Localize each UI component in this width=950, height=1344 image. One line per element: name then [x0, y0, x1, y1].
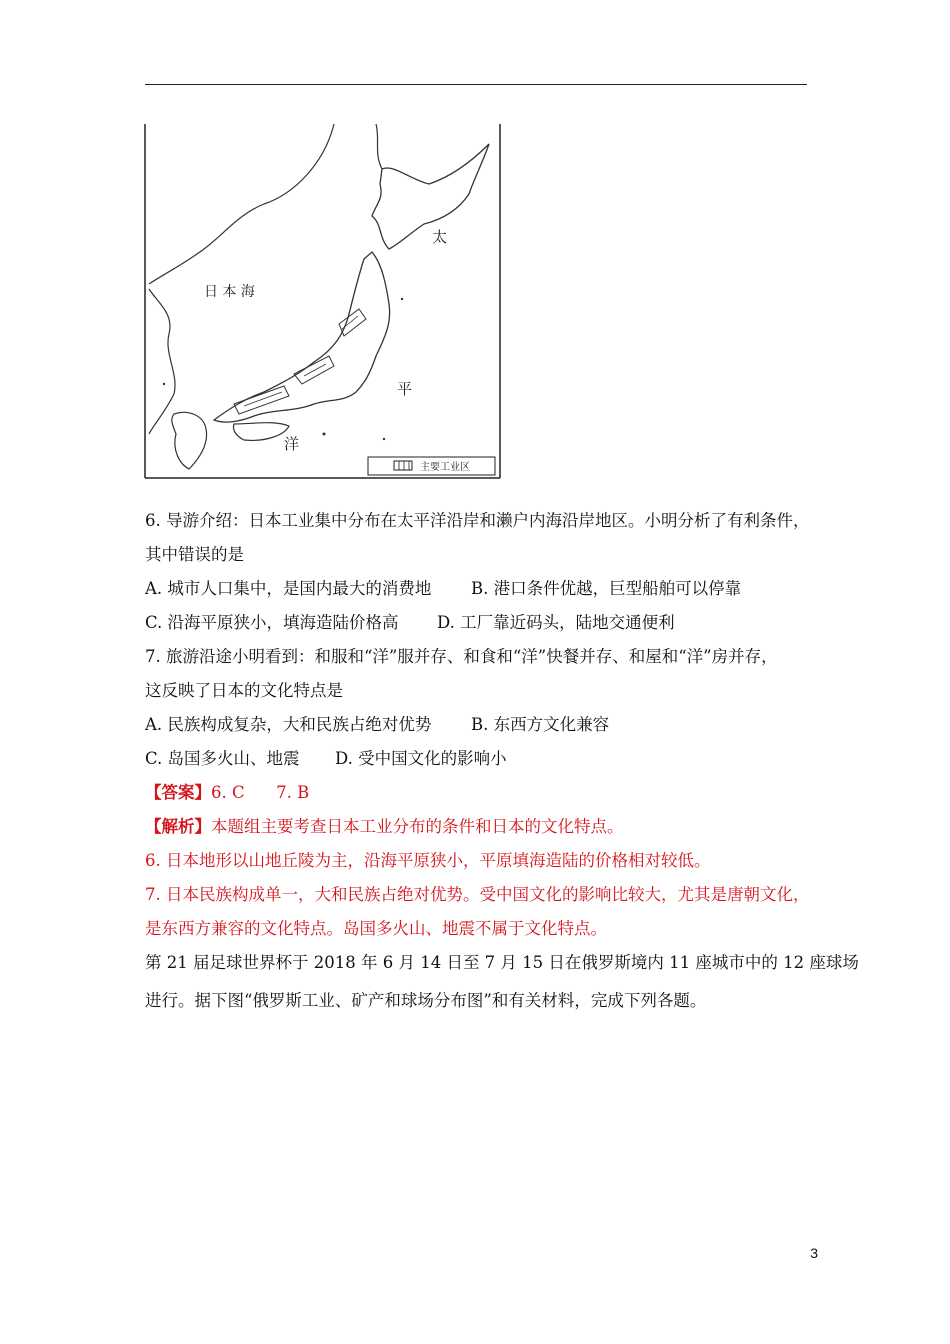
page-number: 3: [810, 1245, 818, 1261]
legend-label: 主要工业区: [420, 462, 470, 473]
header-rule: [145, 84, 807, 85]
honshu-coastline: [214, 252, 390, 422]
analysis-item-6: 6. 日本地形以山地丘陵为主，沿海平原狭小，平原填海造陆的价格相对较低。: [145, 851, 711, 870]
q7-options-ab: [145, 714, 609, 736]
q6-stem-line1: 6. 导游介绍：日本工业集中分布在太平洋沿岸和濑户内海沿岸地区。小明分析了有利条件，: [145, 511, 810, 530]
q7-stem-line1: 7. 旅游沿途小明看到：和服和“洋”服并存、和食和“洋”快餐并存、和屋和“洋”房并存，: [145, 647, 778, 666]
q6-option-c: C. 沿海平原狭小，填海造陆价格高: [145, 613, 399, 632]
pacific-label-1: 太: [432, 228, 448, 246]
hokkaido-coastline: [372, 144, 489, 249]
answer-line: [145, 782, 309, 804]
shikoku-coastline: [233, 423, 289, 441]
intro-line2: 进行。据下图“俄罗斯工业、矿产和球场分布图”和有关材料，完成下列各题。: [145, 991, 707, 1010]
pacific-label-2: 平: [397, 380, 413, 398]
sakhalin-coastline: [376, 124, 382, 169]
analysis-text: 本题组主要考查日本工业分布的条件和日本的文化特点。: [211, 817, 624, 836]
q6-stem-line2: 其中错误的是: [145, 545, 244, 564]
q7-option-c: C. 岛国多火山、地震: [145, 749, 300, 768]
q6-options-ab: [145, 578, 741, 600]
q7-option-b: B. 东西方文化兼容: [471, 715, 610, 734]
q6-options-cd: [145, 612, 675, 634]
kyushu-coastline: [172, 412, 207, 469]
pacific-label-3: 洋: [284, 435, 300, 453]
analysis-tag: 【解析】: [145, 817, 211, 836]
q6-option-b: B. 港口条件优越，巨型船舶可以停靠: [471, 579, 742, 598]
analysis-item-7-line1: 7. 日本民族构成单一，大和民族占绝对优势。受中国文化的影响比较大，尤其是唐朝文化，: [145, 885, 810, 904]
q6-option-a: A. 城市人口集中，是国内最大的消费地: [145, 579, 432, 598]
q6-option-d: D. 工厂靠近码头，陆地交通便利: [437, 613, 675, 632]
analysis-item-7-line2: 是东西方兼容的文化特点。岛国多火山、地震不属于文化特点。: [145, 919, 607, 938]
japan-industry-map: [144, 124, 501, 480]
intro-line1: 第 21 届足球世界杯于 2018 年 6 月 14 日至 7 月 15 日在俄罗斯境内 11 座城市中的 12 座球场: [145, 953, 859, 972]
answer-tag: 【答案】: [145, 783, 211, 802]
q7-options-cd: [145, 748, 507, 770]
mainland-coastline: [149, 124, 334, 284]
q7-stem-line2: 这反映了日本的文化特点是: [145, 681, 343, 700]
q7-option-a: A. 民族构成复杂，大和民族占绝对优势: [145, 715, 432, 734]
q7-option-d: D. 受中国文化的影响小: [335, 749, 507, 768]
analysis-line: [145, 816, 624, 838]
sea-of-japan-label: 日 本 海: [204, 284, 255, 300]
answer-text: 6. C 7. B: [211, 783, 310, 802]
